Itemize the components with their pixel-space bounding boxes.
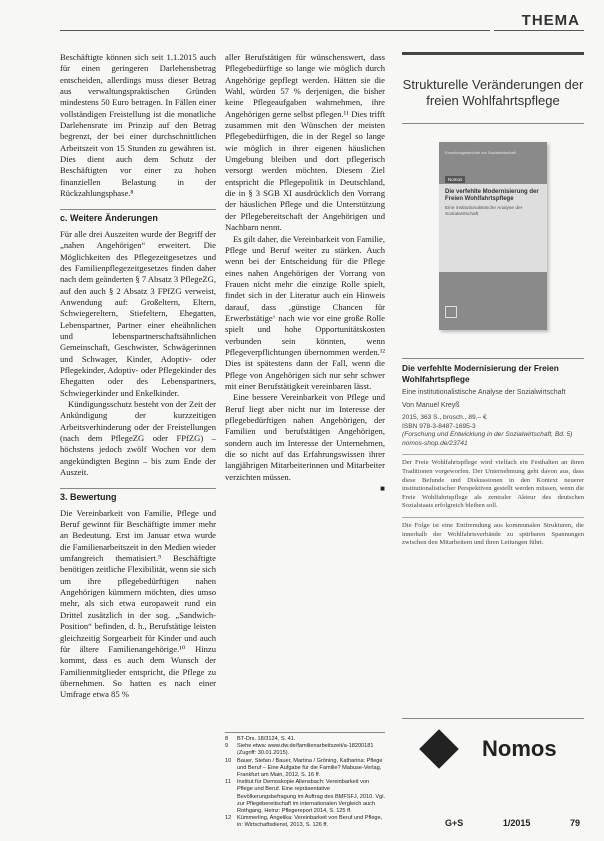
footnote: 12 Kümmerling, Angelika: Vereinbarkeit von Beruf und Pflege, in: Wirtschaftsdienst, 2013, S. 126 ff. xyxy=(225,815,383,829)
book-description-2: Die Folge ist eine Entfremdung aus kommunalen Strukturen, die innerhalb der Wohlfahrtsverbände zu spürbaren Spannungen zwischen den Mitarbeitern und ihren Leitungen führt. xyxy=(402,517,584,548)
footnote: 10 Bauer, Stefan / Bauer, Martina / Gröning, Katharina: Pflege und Beruf – Eine Aufgabe für die Familie? Mabuse-Verlag, Frankfurt am Main, 2012, S. 16 ff. xyxy=(225,757,383,779)
issue-number: 1/2015 xyxy=(502,818,531,828)
section-label: THEMA xyxy=(521,12,580,29)
book-cover-series: Forschungsberichte zur Sozialwirtschaft xyxy=(445,150,516,155)
section-heading-3: 3. Bewertung xyxy=(60,488,216,503)
paragraph: Für alle drei Auszeiten wurde der Begriff der „nahen Angehörigen“ erweitert. Die Möglichkeiten des Pflegezeitgesetzes und des Familienpflegezeitgesetzes finden daher nach dem geänderten § 7 Absatz 3 PflegeZG, auf den auch § 2 Absatz 3 FPfZG verweist, Anwendung auf: Großeltern, Eltern, Schwiegereltern, Stiefeltern, Ehegatten, Lebenspartner, Partner einer eheähnlichen und lebenspartnerschaftsähnlichen Gemeinschaft, Geschwister, Schwägerinnen und Schwager, Kinder, Adoptiv- oder Pflegekinder, Adoptiv- oder Pflegekinder des Ehegatten oder des Lebenspartners, Schwiegerkinder und Enkelkinder. xyxy=(60,228,216,398)
footnote: 8 BT-Drs. 18/3124, S. 41. xyxy=(225,736,296,742)
book-isbn: ISBN 978-3-8487-1695-3 xyxy=(402,422,476,430)
book-series: (Forschung und Entwicklung in der Sozialwirtschaft, Bd. 5) xyxy=(402,431,573,439)
book-cover[interactable] xyxy=(439,142,547,330)
paragraph: Eine bessere Vereinbarkeit von Pflege und Beruf liegt aber nicht nur im Interesse der pflegebedürftigen nahen Angehörigen, der Familien und berufstätigen Angehörigen, sondern auch im Interesse der Unternehmen, die so nicht auf das Erfahrungswissen ihrer langjährigen Mitarbeiterinnen und Mitarbeiter verzichten müssen. xyxy=(225,392,385,482)
book-cover-band xyxy=(439,184,547,272)
paragraph: Kündigungsschutz besteht von der Zeit der Ankündigung der kurzzeitigen Arbeitsverhinderung oder der Freistellungen (nach dem PflegeZG oder FPfZG) – höchstens jedoch zwölf Wochen vor dem angekündigten Beginn – bis zum Ende der Auszeit. xyxy=(60,398,216,478)
sidebar-title: Strukturelle Veränderungen der freien Wohlfahrtspflege xyxy=(402,77,584,124)
paragraph: Beschäftigte können sich seit 1.1.2015 auch für einen geringeren Darlehensbetrag entscheiden, allerdings muss dieser Betrag aus verwaltungspraktischen Gründen mindestens 50 Euro betragen. In Fällen einer vollständigen Freistellung ist die monatliche Darlehensrate im Prinzip auf den Betrag begrenzt, der bei einer durchschnittlichen Arbeitszeit von 15 Stunden zu gewähren ist. Dies dient auch dem Schutz der Beschäftigten vor einer zu hohen finanziellen Belastung in der Rückzahlungsphase.⁸ xyxy=(60,52,216,199)
journal-name: G+S xyxy=(445,818,464,828)
book-title: Die verfehlte Modernisierung der Freien Wohlfahrtspflege xyxy=(402,358,584,384)
publisher-logo-icon xyxy=(445,306,457,318)
footnote: 9 Siehe etwa: www.dw.de/familienarbeitszeit/a-18200181 (Zugriff: 30.01.2015). xyxy=(225,743,374,757)
header-rule xyxy=(60,30,490,31)
paragraph: Die Vereinbarkeit von Familie, Pflege und Beruf gewinnt für Beschäftigte immer mehr an Bedeutung. Erst im Januar etwa wurde die Familienarbeitszeit in den Medien wieder umfangreich thematisiert.⁹ Beschäftigte benötigen zeitliche Flexibilität, wenn sie sich um ihre pflegebedürftigen nahen Angehörigen kümmern möchten, dies umso mehr, als sich etwa europaweit rund ein Drittel zusätzlich in der sog. „Sandwich-Position“ befinden, d. h., Berufstätige leisten gleichzeitig Sorgearbeit für Kinder und auch für ältere Familienangehörige.¹⁰ Hinzu kommt, dass es auch dem Wunsch der Familienmitglieder entspricht, die Pflege zu übernehmen. So hatten es nach einer Umfrage etwa 85 % xyxy=(60,507,216,700)
page-footer xyxy=(445,818,580,828)
publisher-ad[interactable] xyxy=(402,718,584,779)
book-price: 2015, 363 S., brosch., 89,– € xyxy=(402,414,487,421)
middle-column xyxy=(225,52,385,494)
sidebar-rule xyxy=(402,52,584,55)
book-description: Der Freie Wohlfahrtspflege wird vielfach ein Festhalten an ihren Traditionen vorgeworfen. Der Unternehmung geht davon aus, dass diese Befunde und Diskussionen in den Kontext neuerer institutionalistischer Perspektiven gestellt werden müssen, wenn die Freie Wohlfahrtspflege als zentraler Akteur des deutschen Sozialstaats erfolgreich bleiben soll. xyxy=(402,454,584,511)
book-meta xyxy=(402,414,584,448)
footnotes xyxy=(225,732,385,830)
end-mark: ■ xyxy=(380,484,385,494)
paragraph: aller Berufstätigen für wünschenswert, dass Pflegebedürftige so lange wie möglich durch Angehörige gepflegt werden. Hätten sie die Wahl, würden 57 % derjenigen, die bisher keine Pflegeaufgaben wahrnehmen, ihre Angehörigen gerne selbst pflegen.¹¹ Dies trifft zusammen mit den Wünschen der meisten Pflegebedürftigen, die in der Regel so lange wie möglich in ihrer eigenen häuslichen Umgebung bleiben und dort pflegerisch versorgt werden möchten. Diesem Ziel entspricht die Pflegepolitik in Deutschland, die in § 3 SGB XI ausdrücklich den Vorrang der häuslichen Pflege und die Unterstützung der Pflegebereitschaft der Angehörigen und Nachbarn nennt. xyxy=(225,52,385,233)
publisher-name: Nomos xyxy=(482,736,557,761)
book-cover-badge: Nomos xyxy=(445,176,465,183)
left-column xyxy=(60,52,216,701)
nomos-logo-icon xyxy=(416,726,462,772)
paragraph: Es gilt daher, die Vereinbarkeit von Familie, Pflege und Beruf weiter zu stärken. Auch wenn bei der Entscheidung für die Pflege eines nahen Angehörigen der Vorrang von Frauen nicht mehr die einzige Rolle spielt, findet sich in der Literatur auch ein Hinweis darauf, dass ‚günstige Chancen für Erwerbstätige‘ nach wie vor eine große Rolle spielt und hohe Opportunitätskosten verbunden sein könnten, wenn Pflegeverpflichtungen übernommen werden.¹² Dies ist spätestens dann der Fall, wenn die Pflege von Angehörigen sich nur sehr schwer mit einer Berufstätigkeit vereinbaren lässt. xyxy=(225,233,385,391)
page-number: 79 xyxy=(569,818,580,828)
header-rule-right xyxy=(494,30,584,31)
footnote: 11 Institut für Demoskopie Allensbach: Vereinbarkeit von Pflege und Beruf. Eine repräsentative Bevölkerungsbefragung im Auftrag des BMFSFJ, 2010. Vgl. zur Pflegebereitschaft im internationalen Vergleich auch Rothgang, Heinz: Pflegereport 2014, S. 125 ff. xyxy=(225,779,386,815)
book-url[interactable]: nomos-shop.de/23741 xyxy=(402,439,468,447)
book-cover-subtitle: Eine institutionalistische Analyse der Sozialwirtschaft xyxy=(445,206,523,217)
book-cover-title: Die verfehlte Modernisierung der Freien Wohlfahrtspflege xyxy=(445,189,539,202)
book-subtitle: Eine institutionalistische Analyse der Sozialwirtschaft xyxy=(402,389,566,396)
section-heading-c: c. Weitere Änderungen xyxy=(60,209,216,224)
book-sidebar xyxy=(402,52,584,548)
book-author: Von Manuel Kreyß xyxy=(402,402,460,409)
